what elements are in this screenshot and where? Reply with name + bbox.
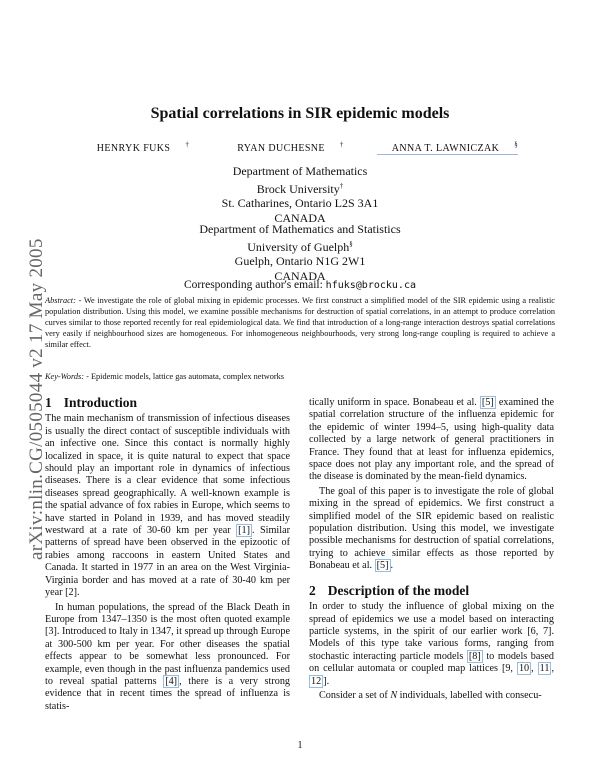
section-heading-model: 2 Description of the model [309,582,470,598]
author-2: RYAN DUCHESNE † [237,141,344,155]
citation-link[interactable]: [5] [376,560,389,572]
page-number: 1 [297,740,303,751]
email-link[interactable]: hfuks@brocku.ca [325,280,416,291]
citation-link[interactable]: 10 [518,663,530,675]
citation-link[interactable]: 11 [539,663,550,675]
corresponding-email: Corresponding author's email: hfuks@brocku.ca [184,279,416,291]
paper-title: Spatial correlations in SIR epidemic models [150,105,450,122]
right-column [309,397,554,702]
author-list [0,141,600,154]
citation-link[interactable]: [5] [481,397,494,408]
author-3-link[interactable]: ANNA T. LAWNICZAK § [377,143,518,155]
citation-link[interactable]: 12 [311,675,322,687]
abstract: Abstract: - We investigate the role of global mixing in epidemic processes. We first construct a simplified model of the SIR epidemic using a realistic population distribution. Using this model, we examine possible mechanisms for destruction of spatial correlations, in an attempt to produce correlation curves similar to those reported recently for real epidemiological data. We find that introduction of a long-range interaction destroys spatial correlations very easily if neighbourhood sizes are homogeneous. For inhomogeneous neighbourhoods, very strong long-range coupling is required to achieve a similar effect. [45,296,555,349]
left-column [45,397,290,713]
citation-link[interactable]: [4] [165,675,178,687]
author-1: HENRYK FUKS † [96,141,190,155]
intro-paragraph-2: In human populations, the spread of the Black Death in Europe from 1347–1350 is the most often quoted example [3]. Introduced to Italy in 1347, it spread up through Europe at 300-500 km per year. For other diseases the spatial effects appear to be somewhat less pronounced. For example, even though in the past influenza pandemics used to reveal spatial patterns [4] , there is a very strong evidence that in recent times the spread of influenza is statis- [45,601,291,712]
model-paragraph-1: In order to study the influence of global mixing on the spread of epidemics we use a model based on interacting particle systems, in the spirit of our earlier work [6, 7]. Models of this type take various forms, ranging from stochastic interacting particle models [8] to models based on cellular automata or coupled map lattices [9, 10 , 11 , 12 ]. [309,601,555,687]
model-paragraph-2: Consider a set of N individuals, labelled with consecu- [319,689,542,701]
affiliation-brock: Department of Mathematics Brock University† St. Catharines, Ontario L2S 3A1 CANADA [221,164,379,225]
intro-paragraph-1: The main mechanism of transmission of infectious diseases is usually the direct contact of susceptible individuals with an infective one. Since this contact is normally highly localized in space, it is quite natural to expect that space should play an important role in dynamics of infectious diseases. There is a clear evidence that some infectious diseases spread geographically. A well-known example is the spatial advance of fox rabies in Europe, which seems to have started in Poland in 1939, and has moved steadily westward at a rate of 30-60 km per year [1] . Similar patterns of spread have been observed in the epizootic of rabies among raccoons in eastern United States and Canada. It started in 1977 in an area on the West Virginia-Virginia border and has moved at a rate of 30-40 km per year [2]. [45,413,290,599]
intro-paragraph-4: The goal of this paper is to investigate the role of global mixing in the spread of epidemics. We first construct a simplified model of the SIR epidemic based on realistic population distribution. Using this model, we investigate possible mechanisms for destruction of spatial correlations, trying to achieve similar effects as those reported by Bonabeau et al. [5] . [309,485,554,572]
arxiv-stamp: arXiv:nlin.CG/0505044 v2 17 May 2005 [26,238,47,560]
section-heading-introduction: 1 Introduction [45,395,138,410]
affiliation-guelph: Department of Mathematics and Statistics University of Guelph§ Guelph, Ontario N1G 2W1 CANADA [199,222,401,283]
keywords: Key-Words: - Epidemic models, lattice gas automata, complex networks [45,372,285,381]
citation-link[interactable]: [8] [468,650,481,662]
citation-link[interactable]: [1] [238,525,250,537]
intro-paragraph-3: tically uniform in space. Bonabeau et al. [5] examined the spatial correlation structure of the influenza epidemic for the epidemic of winter 1994–5, using high-quality data collected by a large network of general practitioners in France. They found that at least for influenza epidemics, space does not play any important role, and the spread of the disease is dominated by the mean-field dynamics. [309,397,554,483]
